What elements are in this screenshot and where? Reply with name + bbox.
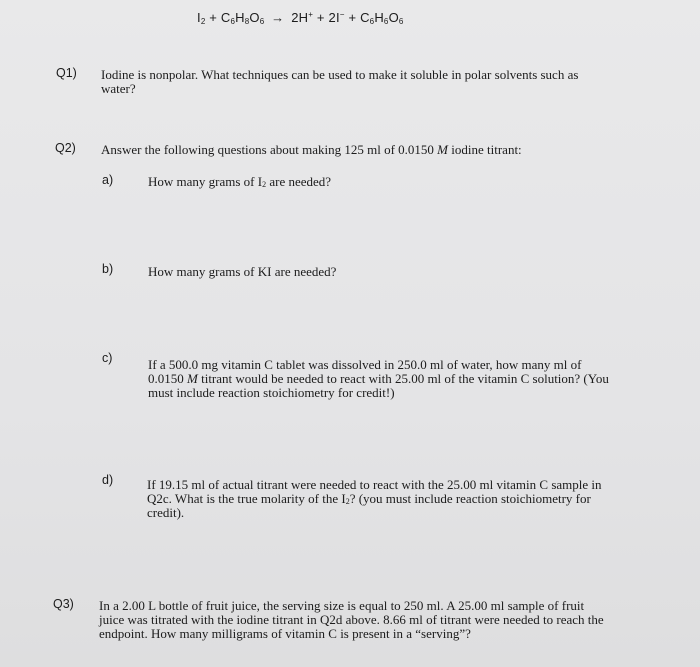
eq-reactant-ascorbic: C <box>220 10 231 25</box>
molarity-symbol: M <box>437 142 449 157</box>
q2a-text-part: are needed? <box>266 174 332 189</box>
q2-intro-text: iodine titrant: <box>448 142 522 157</box>
eq-product-hplus: 2H <box>291 10 309 25</box>
eq-sub: 6 <box>383 17 389 26</box>
q2-number: Q2) <box>55 141 76 155</box>
eq-sub: 6 <box>398 17 404 26</box>
q2b-label: b) <box>102 262 114 276</box>
q2a-label: a) <box>102 173 114 187</box>
eq-sub: 2 <box>200 17 206 26</box>
eq-sub: 6 <box>259 17 265 26</box>
q2c-text-part: 0.0150 <box>148 371 187 386</box>
q2c-label: c) <box>102 351 113 365</box>
eq-reactant-iodine: I <box>197 10 201 25</box>
q2d-line <box>147 492 667 506</box>
q2d-label: d) <box>102 473 114 487</box>
eq-sup: − <box>339 10 345 19</box>
q2c-text-part: titrant would be needed to react with 25.00 ml of the vitamin C solution? (You <box>197 371 609 386</box>
eq-element: O <box>249 10 260 25</box>
q1-number: Q1) <box>56 66 77 80</box>
eq-plus: + <box>209 10 218 25</box>
q2-intro <box>101 143 661 157</box>
eq-element: O <box>388 10 399 25</box>
q2d-text-part: Q2c. What is the true molarity of the I <box>147 491 346 506</box>
q1-line: water? <box>101 81 136 96</box>
q3-line: In a 2.00 L bottle of fruit juice, the serving size is equal to 250 ml. A 25.00 ml sample of fruit <box>99 598 585 613</box>
subscript: 2 <box>345 497 350 506</box>
q2c-line <box>148 372 668 386</box>
q2a-text-part: How many grams of I <box>148 174 263 189</box>
molarity-symbol: M <box>187 371 198 386</box>
eq-sub: 6 <box>369 17 375 26</box>
q3-line: endpoint. How many milligrams of vitamin C is present in a “serving”? <box>99 626 471 641</box>
q2-intro-text: Answer the following questions about making 125 ml of 0.0150 <box>101 142 438 157</box>
q2d-line: If 19.15 ml of actual titrant were needed to react with the 25.00 ml vitamin C sample in <box>147 477 602 492</box>
q1-line: Iodine is nonpolar. What techniques can be used to make it soluble in polar solvents such as <box>101 67 579 82</box>
q3-text <box>99 599 659 641</box>
reaction-arrow-icon: → <box>271 10 285 25</box>
q2d-text-part: ? (you must include reaction stoichiometry for <box>349 491 591 506</box>
q2b-text: How many grams of KI are needed? <box>148 264 337 279</box>
eq-product-iodide: 2I <box>328 10 340 25</box>
q2a-text <box>148 175 331 189</box>
eq-product-dehydro: C <box>360 10 370 25</box>
q2d-line: credit). <box>147 505 185 520</box>
q2c-line: If a 500.0 mg vitamin C tablet was dissolved in 250.0 ml of water, how many ml of <box>148 357 582 372</box>
q2c-text <box>148 358 668 400</box>
eq-plus: + <box>348 10 357 25</box>
eq-plus: + <box>316 10 325 25</box>
q2c-line: must include reaction stoichiometry for credit!) <box>148 385 395 400</box>
eq-element: H <box>235 10 245 25</box>
eq-sub: 6 <box>230 17 236 26</box>
reaction-equation <box>197 10 404 26</box>
q3-line: juice was titrated with the iodine titrant in Q2d above. 8.66 ml of titrant were needed to reach the <box>99 612 604 627</box>
eq-sup: + <box>308 10 314 19</box>
eq-sub: 8 <box>244 17 250 26</box>
q1-text <box>101 68 661 96</box>
q2d-text <box>147 478 667 520</box>
subscript: 2 <box>262 180 267 189</box>
eq-element: H <box>374 10 384 25</box>
q3-number: Q3) <box>53 597 74 611</box>
